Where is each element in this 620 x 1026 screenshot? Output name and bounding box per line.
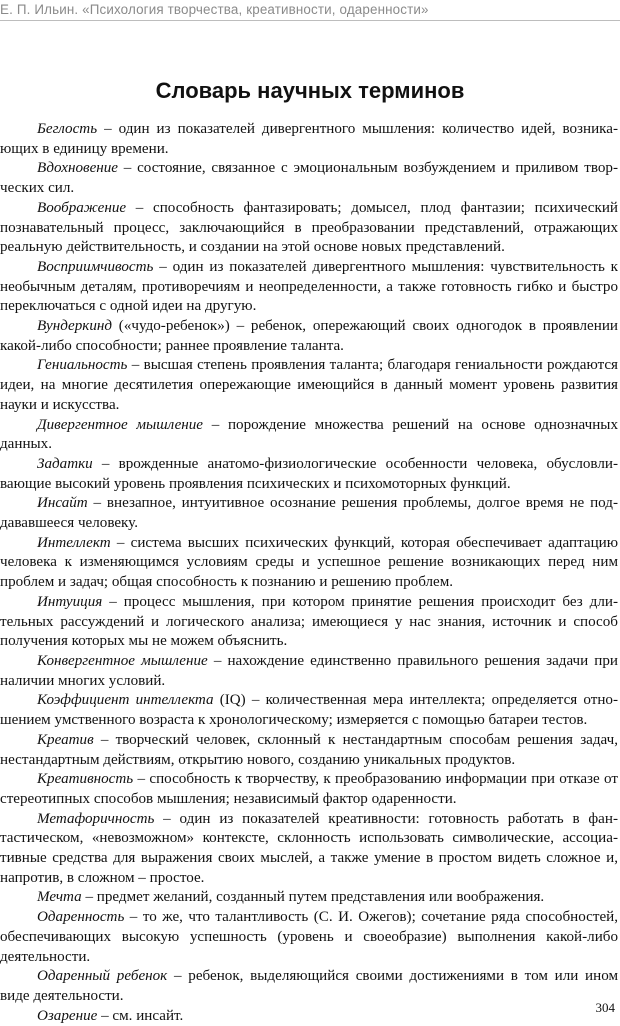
entry-definition: – см. инсайт.: [97, 1007, 184, 1024]
glossary-entry: [0, 534, 618, 593]
entry-term: Метафоричность: [37, 810, 155, 827]
entry-term: Интуиция: [37, 593, 103, 610]
glossary-entry: [0, 810, 618, 889]
entry-term: Вундеркинд: [37, 318, 112, 335]
page-title: Словарь научных терминов: [155, 78, 465, 103]
entry-term: Восприимчивость: [37, 258, 154, 275]
entry-definition: – система высших психических функций, которая обеспечивает адаптацию человека к изменяющимся условиям среды и успешное решение возникающих перед ним проблем и задач; общая способность к познанию и решению проблем.: [0, 534, 618, 591]
glossary-entry: [0, 731, 618, 770]
entry-term: Креатив: [37, 731, 94, 748]
entry-definition: – один из показателей креативности: готовность работать в фантастическом, «невозможном» контексте, склонность использовать символические, ассоциативные средства для выражения своих мыслей, а также умение в простом видеть сложное и, напротив, в сложном – простое.: [0, 810, 618, 886]
glossary-entry: [0, 199, 618, 258]
entry-term: Мечта: [37, 889, 82, 906]
glossary-entry: [0, 888, 618, 908]
glossary-entry: [0, 455, 618, 494]
entry-term: Коэффициент интеллекта: [37, 692, 214, 709]
entry-definition: – творческий человек, склонный к нестандартным способам решения задач, нестандартным действиям, открытию нового, созданию уникальных продуктов.: [0, 731, 618, 768]
glossary-entry: [0, 908, 618, 967]
entry-definition: – высшая степень проявления таланта; благодаря гениальности рождаются идеи, на многие десятилетия опережающие имеющийся в данный момент уровень развития науки и искусства.: [0, 357, 618, 413]
entry-term: Дивергентное мышление: [37, 416, 204, 433]
entry-term: Беглость: [37, 121, 98, 137]
entry-definition: – порождение множества решений на основе однозначных данных.: [0, 416, 618, 453]
entry-term: Воображение: [37, 199, 127, 216]
entry-definition: («чудо-ребенок») – ребенок, опережающий своих одногодок в проявлении какой-либо способности; раннее проявление таланта.: [0, 318, 618, 354]
entry-term: Вдохновение: [37, 160, 119, 177]
entry-term: Задатки: [37, 455, 93, 472]
entry-term: Креативность: [37, 771, 134, 788]
glossary-entry: [0, 159, 618, 198]
header-divider: [0, 20, 620, 21]
entry-definition: – то же, что талантливость (С. И. Ожегов); сочетание ряда способностей, обеспечивающих высокую успешность (уровень и своеобразие) выполнения какой-либо деятельности.: [0, 909, 618, 965]
entry-term: Инсайт: [37, 495, 88, 512]
entry-definition: – состояние, связанное с эмоциональным возбуждением и приливом творческих сил.: [0, 160, 618, 197]
page-number: 304: [595, 1000, 615, 1015]
entry-term: Одаренный ребенок: [37, 968, 168, 985]
glossary-entry: [0, 593, 618, 652]
glossary-entry: [0, 356, 618, 415]
entry-definition: – один из показателей дивергентного мышления: количество идей, возникающих в единицу времени.: [0, 121, 618, 157]
glossary-entry: [0, 120, 618, 159]
entry-definition: – нахождение единственно правильного решения задачи при наличии многих условий.: [0, 652, 619, 689]
glossary-entry: [0, 494, 618, 533]
entry-definition: – врожденные анатомо-физиологические особенности человека, обусловливающие высокий уровень проявления психических и психомоторных функций.: [0, 455, 618, 492]
entry-definition: (IQ) – количественная мера интеллекта; определяется отношением умственного возраста к хронологическому; измеряется с помощью батареи тестов.: [0, 692, 618, 729]
glossary-entry: [0, 416, 618, 455]
entry-definition: – предмет желаний, созданный путем представления или воображения.: [81, 889, 545, 906]
glossary-entry: [0, 258, 618, 317]
entry-term: Гениальность: [37, 357, 128, 374]
entry-term: Озарение: [37, 1007, 98, 1024]
glossary-entry: [0, 967, 618, 1006]
running-header: Е. П. Ильин. «Психология творчества, креативности, одаренности»: [0, 2, 429, 17]
glossary-entry: [0, 691, 618, 730]
glossary-entry: [0, 1007, 618, 1026]
entry-definition: – внезапное, интуитивное осознание решения проблемы, долгое время не поддававшееся человеку.: [0, 495, 618, 532]
entry-term: Конвергентное мышление: [37, 652, 208, 669]
entry-definition: – ребенок, выделяющийся своими достижениями в том или ином виде деятельности.: [0, 968, 619, 1004]
entry-definition: – способность фантазировать; домысел, плод фантазии; психический познавательный процесс, заключающийся в преобразовании представлений, отражающих реальную действительность, и создании на этой основе новых представлений.: [0, 199, 618, 256]
entry-term: Интеллект: [37, 534, 111, 551]
glossary-entry: [0, 317, 618, 356]
entry-definition: – один из показателей дивергентного мышления: чувствительность к необычным деталям, противоречиям и неопределенности, а также готовность гибко и быстро переключаться с одной идеи на другую.: [0, 258, 618, 315]
entry-term: Одаренность: [37, 909, 125, 926]
glossary-body: [0, 120, 618, 1026]
glossary-entry: [0, 652, 618, 691]
entry-definition: – способность к творчеству, к преобразованию информации при отказе от стереотипных способов мышления; независимый фактор одаренности.: [0, 771, 618, 807]
entry-definition: – процесс мышления, при котором принятие решения происходит без длительных рассуждений и логического анализа; имеющиеся у нас знания, источник и способ получения которых мы не можем объяснить.: [0, 593, 618, 650]
glossary-entry: [0, 770, 618, 809]
